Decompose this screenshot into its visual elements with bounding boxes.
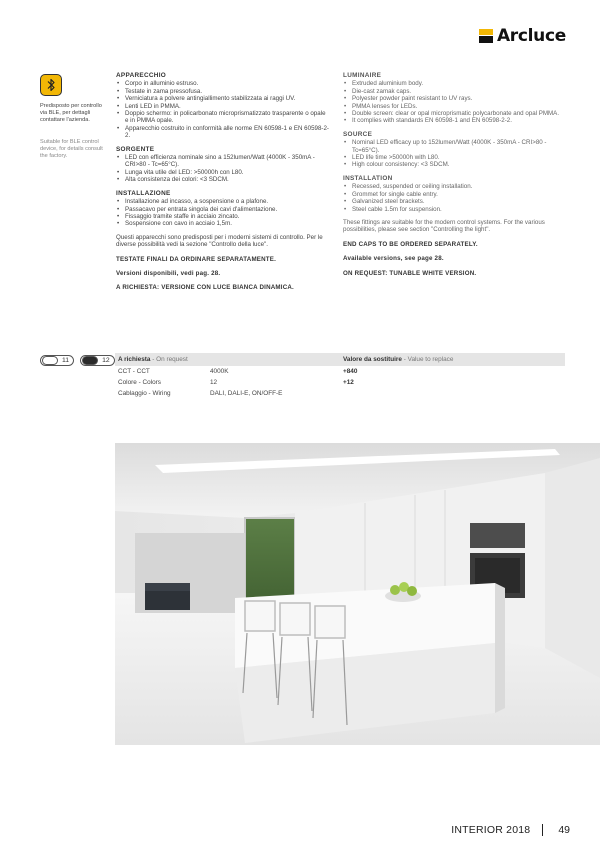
request-note: ON REQUEST: TUNABLE WHITE VERSION. xyxy=(343,269,477,277)
section-title: LUMINAIRE xyxy=(343,72,382,79)
row-label: Colore - Colors xyxy=(118,378,161,386)
spec-item: • Sospensione con cavo in acciaio 1,5m. xyxy=(116,220,330,227)
row-label: CCT - CCT xyxy=(118,367,150,375)
white-swatch-icon xyxy=(42,356,58,365)
spec-item: • Steel cable 1.5m for suspension. xyxy=(343,206,565,213)
header-label-en: On request xyxy=(156,356,188,363)
bluetooth-icon xyxy=(40,74,62,96)
spec-item: • Lunga vita utile del LED: >50000h con L80. xyxy=(116,169,330,176)
spec-item: • LED life time >50000h with L80. xyxy=(343,154,565,161)
spec-item: • Verniciatura a polvere antingiallimento stabilizzata ai raggi UV. xyxy=(116,95,330,102)
spec-item: • High colour consistency: <3 SDCM. xyxy=(343,161,565,168)
finish-option-label: 12 xyxy=(102,357,110,364)
section-title: INSTALLAZIONE xyxy=(116,189,171,197)
spec-list xyxy=(343,183,565,213)
spec-item: • Polyester powder paint resistant to UV rays. xyxy=(343,95,565,102)
spec-item: • Die-cast zamak caps. xyxy=(343,88,565,95)
catalog-section: INTERIOR 2018 xyxy=(451,824,543,836)
row-replace: +12 xyxy=(343,378,354,386)
side-note-it: Predisposto per controllo via BLE, per dettagli contattare l'azienda. xyxy=(40,103,102,123)
spec-item: • Grommet for single cable entry. xyxy=(343,191,565,198)
spec-item: • Double screen: clear or opal microprismatic polycarbonate and opal PMMA. xyxy=(343,110,565,117)
section-title: INSTALLATION xyxy=(343,174,393,182)
section-title: SOURCE xyxy=(343,130,373,138)
kitchen-photo xyxy=(115,443,600,745)
english-column xyxy=(343,72,565,284)
spec-item: • Passacavo per entrata singola dei cavi d'alimentazione. xyxy=(116,206,330,213)
versions-note: Available versions, see page 28. xyxy=(343,255,444,263)
spec-item: • Extruded aluminium body. xyxy=(343,80,565,87)
spec-list xyxy=(116,80,330,139)
header-separator: - xyxy=(401,356,408,363)
end-caps-note: TESTATE FINALI DA ORDINARE SEPARATAMENTE. xyxy=(116,255,277,263)
header-value-to-replace xyxy=(343,356,453,363)
table-row xyxy=(115,388,565,399)
spec-item: • Testate in zama pressofusa. xyxy=(116,88,330,95)
spec-item: • Installazione ad incasso, a sospensione o a plafone. xyxy=(116,198,330,205)
brand-name: Arcluce xyxy=(496,26,566,46)
side-note-en: Suitable for BLE control device, for details consult the factory. xyxy=(40,139,103,159)
header-label-it: A richiesta xyxy=(118,356,151,363)
header-label-en: Value to replace xyxy=(407,356,454,363)
table-row xyxy=(115,366,565,377)
brand-mark-icon xyxy=(479,29,493,43)
control-note: These fittings are suitable for the modern control systems. For the various possibilities, please see section "Controlling the light". xyxy=(343,218,545,234)
row-value: DALI, DALI-E, ON/OFF-E xyxy=(210,389,283,397)
spec-item: • PMMA lenses for LEDs. xyxy=(343,103,565,110)
spec-item: • LED con efficienza nominale sino a 152lumen/Watt (4000K - 350mA - CRI>80 - Tc=65°C). xyxy=(116,154,330,169)
spec-item: • Nominal LED efficacy up to 152lumen/Watt (4000K - 350mA - CRI>80 - Tc=65°C). xyxy=(343,139,565,154)
finish-option-12[interactable] xyxy=(80,355,115,366)
spec-item: • Alta consistenza dei colori: <3 SDCM. xyxy=(116,176,330,183)
spec-item: • Recessed, suspended or ceiling installation. xyxy=(343,183,565,190)
spec-list xyxy=(116,198,330,228)
page-number: 49 xyxy=(558,824,570,836)
brand-logo xyxy=(479,26,566,46)
spec-item: • Corpo in alluminio estruso. xyxy=(116,80,330,87)
finish-option-11[interactable] xyxy=(40,355,74,366)
spec-item: • Apparecchio costruito in conformità alle norme EN 60598-1 e EN 60598-2-2. xyxy=(116,125,330,140)
finish-selector xyxy=(40,355,115,366)
spec-item: • Lenti LED in PMMA. xyxy=(116,103,330,110)
spec-item: • Galvanized steel brackets. xyxy=(343,198,565,205)
spec-list xyxy=(343,80,565,124)
versions-note: Versioni disponibili, vedi pag. 28. xyxy=(116,269,221,277)
spec-list xyxy=(343,139,565,169)
row-value: 4000K xyxy=(210,367,229,375)
row-value: 12 xyxy=(210,378,218,386)
end-caps-note: END CAPS TO BE ORDERED SEPARATELY. xyxy=(343,240,478,248)
italian-column xyxy=(116,72,330,299)
header-separator: - xyxy=(150,356,157,363)
request-note: A RICHIESTA: VERSIONE CON LUCE BIANCA DINAMICA. xyxy=(116,284,294,292)
table-row xyxy=(115,377,565,388)
spec-item: • Doppio schermo: in policarbonato microprismatizzato trasparente o opale e in PMMA opale. xyxy=(116,110,330,125)
spec-list xyxy=(116,154,330,184)
table-header xyxy=(115,353,565,366)
finish-option-label: 11 xyxy=(62,357,70,364)
black-swatch-icon xyxy=(82,356,98,365)
section-title: APPARECCHIO xyxy=(116,72,167,79)
options-table xyxy=(115,353,565,399)
row-label: Cablaggio - Wiring xyxy=(118,389,171,397)
section-title: SORGENTE xyxy=(116,145,155,153)
control-note: Questi apparecchi sono predisposti per i moderni sistemi di controllo. Per le diverse possibilità vedi la sezione "Controllo della luce". xyxy=(116,233,323,249)
row-replace: +840 xyxy=(343,367,358,375)
header-label-it: Valore da sostituire xyxy=(343,356,402,363)
spec-item: • Fissaggio tramite staffe in acciaio zincato. xyxy=(116,213,330,220)
page-footer xyxy=(451,824,570,836)
header-on-request xyxy=(115,356,343,363)
spec-item: • It complies with standards EN 60598-1 and EN 60598-2-2. xyxy=(343,117,565,124)
